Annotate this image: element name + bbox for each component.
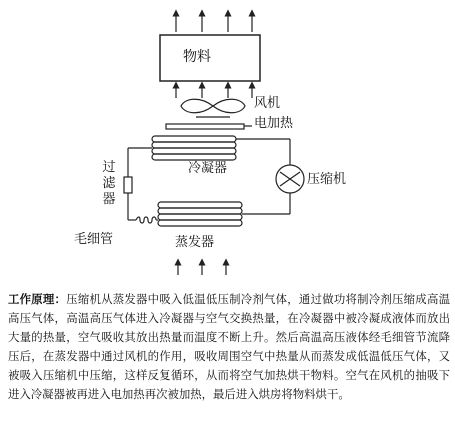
airflow-in-arrows [178, 262, 226, 275]
condenser-coil [152, 136, 290, 160]
fan-label: 风机 [254, 96, 281, 111]
heater-label: 电加热 [254, 116, 294, 131]
airflow-mid-arrows [176, 85, 252, 98]
capillary-coil [136, 217, 156, 223]
fan-icon [181, 99, 245, 117]
working-principle-paragraph [8, 290, 450, 404]
compressor-label: 压缩机 [307, 172, 347, 187]
filter-label: 过滤器 [102, 160, 116, 207]
evaporator-coil [158, 202, 290, 226]
working-principle-body: 压缩机从蒸发器中吸入低温低压制冷剂气体，通过做功将制冷剂压缩成高温高压气体，高温高压气体进入冷凝器与空气交换热量，在冷凝器中被冷凝成液体而放出大量的热量，空气吸收其放出热量而温度不断上升。然后高温高压液体经毛细管节流降压后，在蒸发器中通过风机的作用，吸收周围空气中热量从而蒸发成低温低压气体，又被吸入压缩机中压缩，这样反复循环，从而将空气加热烘干物料。空气在风机的抽吸下进入冷凝器被再进入电加热再次被加热，最后进入烘房将物料烘干。 [8, 292, 450, 401]
electric-heater [166, 124, 252, 129]
capillary-label: 毛细管 [74, 232, 114, 247]
working-principle-heading: 工作原理： [8, 292, 67, 306]
material-label: 物料 [183, 49, 211, 65]
evaporator-label: 蒸发器 [175, 235, 215, 250]
airflow-out-arrows [176, 13, 252, 32]
filter [124, 177, 132, 193]
compressor [276, 139, 304, 214]
condenser-label: 冷凝器 [188, 161, 228, 176]
